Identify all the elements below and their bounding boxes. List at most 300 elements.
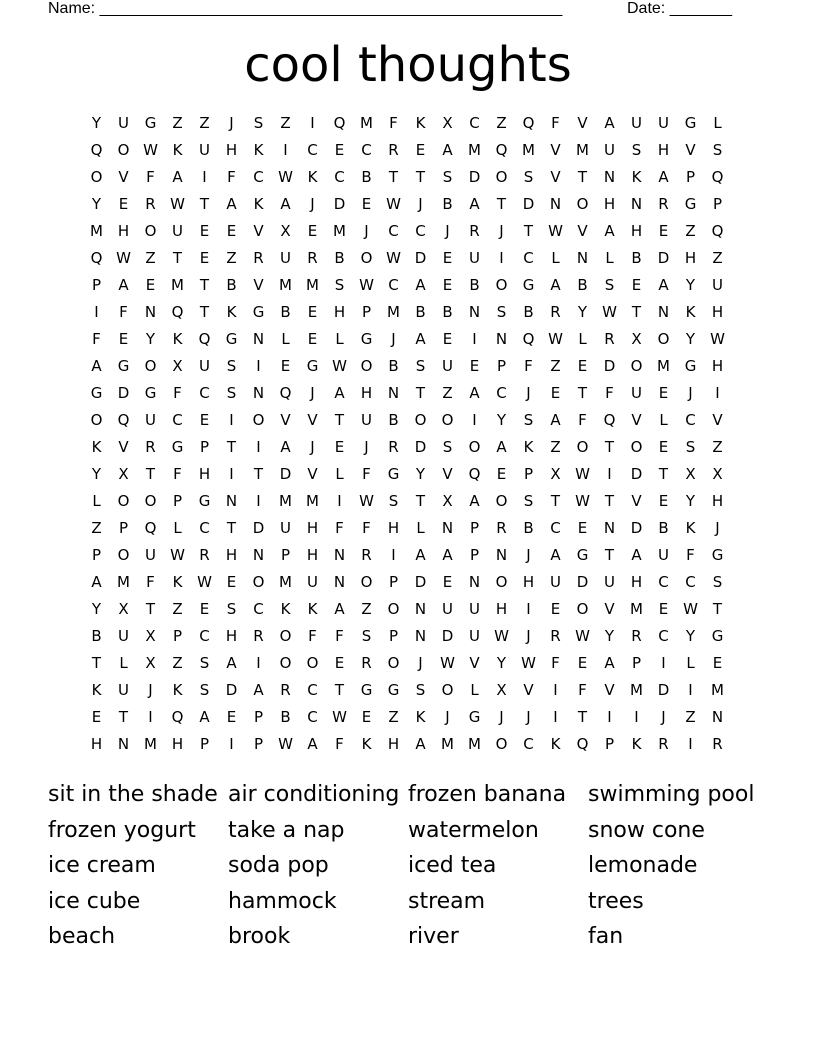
grid-letter: J [391,330,396,348]
grid-letter: E [226,708,237,726]
grid-row [83,299,733,326]
grid-letter: H [117,222,130,240]
grid-letter: N [252,546,265,564]
grid-letter: H [711,357,724,375]
word-list-item: river [408,924,459,950]
grid-letter: V [280,411,291,429]
grid-letter: F [524,357,533,375]
grid-letter: Q [279,384,292,402]
grid-letter: K [631,168,642,186]
grid-letter: M [279,276,292,294]
grid-letter: I [661,654,666,672]
grid-letter: A [334,384,345,402]
grid-letter: F [335,519,344,537]
grid-letter: Q [576,735,589,753]
grid-letter: J [661,708,666,726]
grid-letter: J [499,708,504,726]
grid-letter: O [144,222,157,240]
grid-letter: M [117,573,130,591]
grid-letter: S [523,168,534,186]
grid-letter: C [658,627,669,645]
grid-letter: C [388,276,399,294]
grid-letter: R [253,627,264,645]
grid-letter: C [199,384,210,402]
grid-letter: Z [712,249,723,267]
grid-letter: E [307,222,318,240]
grid-row [83,272,733,299]
grid-letter: X [442,114,453,132]
grid-letter: B [577,276,588,294]
grid-letter: W [548,222,563,240]
grid-letter: J [526,708,531,726]
grid-letter: H [306,519,319,537]
grid-letter: I [256,654,261,672]
grid-letter: O [279,627,292,645]
grid-letter: Z [172,600,183,618]
grid-letter: O [495,735,508,753]
grid-letter: E [361,195,372,213]
grid-letter: F [389,114,398,132]
grid-letter: K [226,303,237,321]
grid-letter: D [414,573,427,591]
grid-letter: R [469,222,480,240]
grid-letter: A [415,546,426,564]
grid-letter: C [685,411,696,429]
grid-letter: W [278,168,293,186]
grid-letter: Z [712,438,723,456]
grid-letter: G [144,114,157,132]
grid-letter: K [172,681,183,699]
grid-letter: G [252,303,265,321]
grid-letter: Q [711,168,724,186]
grid-row [83,515,733,542]
grid-letter: A [415,735,426,753]
grid-letter: T [253,465,264,483]
grid-letter: J [418,654,423,672]
grid-letter: H [630,222,643,240]
grid-letter: F [227,168,236,186]
grid-letter: P [91,276,102,294]
grid-letter: A [199,708,210,726]
grid-letter: Q [90,249,103,267]
grid-letter: W [386,249,401,267]
grid-letter: U [631,114,642,132]
grid-letter: A [604,654,615,672]
grid-letter: D [603,357,616,375]
grid-letter: H [684,249,697,267]
grid-row [83,488,733,515]
grid-letter: Z [442,384,453,402]
grid-letter: A [550,546,561,564]
grid-letter: G [387,465,400,483]
grid-letter: A [415,276,426,294]
grid-row [83,596,733,623]
grid-row [83,542,733,569]
grid-letter: V [307,465,318,483]
grid-letter: K [550,735,561,753]
grid-letter: I [256,438,261,456]
grid-letter: S [415,357,426,375]
grid-letter: U [172,222,183,240]
grid-letter: X [118,465,129,483]
grid-letter: E [361,708,372,726]
grid-letter: B [226,276,237,294]
grid-letter: Y [685,492,696,510]
grid-letter: U [307,573,318,591]
grid-letter: Y [91,114,102,132]
grid-letter: C [685,573,696,591]
grid-letter: E [658,492,669,510]
grid-letter: E [442,249,453,267]
grid-letter: S [712,141,723,159]
grid-letter: Z [226,249,237,267]
grid-letter: T [658,465,669,483]
grid-letter: V [577,114,588,132]
grid-row [83,380,733,407]
grid-letter: R [712,735,723,753]
grid-letter: Z [172,114,183,132]
word-list-item: swimming pool [588,782,755,808]
grid-letter: P [253,735,264,753]
grid-letter: E [658,384,669,402]
grid-letter: M [630,681,643,699]
grid-letter: A [415,330,426,348]
grid-letter: M [333,222,346,240]
grid-letter: Y [604,627,615,645]
grid-letter: N [603,519,616,537]
grid-letter: J [364,222,369,240]
grid-letter: B [388,357,399,375]
grid-letter: W [359,276,374,294]
grid-letter: I [148,708,153,726]
grid-letter: Y [685,330,696,348]
grid-letter: B [388,411,399,429]
grid-letter: M [468,141,481,159]
grid-letter: A [469,492,480,510]
grid-letter: E [577,519,588,537]
word-list-item: trees [588,888,644,914]
grid-letter: J [715,519,720,537]
grid-letter: F [308,627,317,645]
grid-letter: U [631,384,642,402]
grid-letter: G [171,438,184,456]
grid-letter: X [172,357,183,375]
grid-letter: R [199,546,210,564]
grid-letter: D [225,681,238,699]
grid-letter: W [521,654,536,672]
grid-row [83,461,733,488]
grid-letter: E [226,573,237,591]
grid-letter: C [334,168,345,186]
grid-letter: N [441,519,454,537]
grid-letter: J [688,384,693,402]
grid-letter: U [145,411,156,429]
grid-letter: I [337,492,342,510]
grid-letter: M [468,735,481,753]
grid-letter: I [229,411,234,429]
grid-letter: P [199,438,210,456]
grid-letter: N [468,303,481,321]
grid-letter: O [414,411,427,429]
grid-letter: G [684,195,697,213]
grid-letter: T [415,384,426,402]
grid-letter: K [253,141,264,159]
grid-letter: P [469,546,480,564]
grid-row [83,677,733,704]
grid-letter: D [279,465,292,483]
grid-letter: S [523,492,534,510]
grid-letter: A [226,654,237,672]
grid-letter: D [414,438,427,456]
grid-letter: M [279,492,292,510]
grid-letter: D [252,519,265,537]
grid-letter: V [604,600,615,618]
grid-letter: H [603,195,616,213]
grid-letter: M [279,573,292,591]
grid-letter: I [202,168,207,186]
grid-letter: U [604,573,615,591]
grid-row [83,110,733,137]
grid-letter: Q [711,222,724,240]
grid-letter: A [658,276,669,294]
grid-letter: M [657,357,670,375]
grid-letter: P [172,627,183,645]
grid-letter: R [496,519,507,537]
grid-letter: S [442,168,453,186]
grid-letter: P [685,168,696,186]
grid-letter: R [280,681,291,699]
grid-letter: P [631,654,642,672]
grid-letter: J [310,438,315,456]
grid-letter: X [712,465,723,483]
word-list-item: take a nap [228,817,345,843]
grid-letter: N [414,600,427,618]
grid-letter: S [253,114,264,132]
grid-letter: Q [522,330,535,348]
word-list-item: ice cube [48,888,141,914]
grid-letter: L [92,492,101,510]
grid-letter: A [550,276,561,294]
grid-letter: U [604,141,615,159]
grid-letter: R [145,438,156,456]
grid-letter: Y [91,465,102,483]
grid-letter: I [553,708,558,726]
grid-letter: B [469,276,480,294]
grid-letter: P [91,546,102,564]
grid-letter: C [658,573,669,591]
grid-letter: E [280,357,291,375]
grid-letter: X [145,654,156,672]
grid-letter: Y [496,411,507,429]
grid-letter: N [576,249,589,267]
grid-row [83,218,733,245]
grid-letter: I [391,546,396,564]
grid-letter: W [332,357,347,375]
grid-letter: S [199,654,210,672]
grid-letter: G [711,546,724,564]
grid-letter: I [472,411,477,429]
grid-letter: X [280,222,291,240]
grid-letter: C [307,708,318,726]
grid-letter: D [468,168,481,186]
grid-letter: Z [388,708,399,726]
grid-letter: K [685,303,696,321]
grid-letter: N [549,195,562,213]
grid-letter: T [334,681,345,699]
grid-letter: G [684,357,697,375]
grid-letter: O [252,573,265,591]
grid-letter: S [442,438,453,456]
grid-letter: S [631,141,642,159]
grid-letter: P [523,465,534,483]
grid-letter: B [361,168,372,186]
grid-letter: F [173,465,182,483]
grid-letter: V [631,411,642,429]
word-list [48,777,768,955]
grid-letter: K [307,168,318,186]
grid-letter: K [415,708,426,726]
grid-letter: S [523,411,534,429]
grid-letter: M [90,222,103,240]
grid-letter: N [468,573,481,591]
grid-letter: Q [603,411,616,429]
grid-letter: H [360,384,373,402]
grid-letter: O [306,654,319,672]
grid-letter: U [442,357,453,375]
grid-letter: X [496,681,507,699]
grid-letter: X [550,465,561,483]
grid-letter: A [226,195,237,213]
grid-letter: N [333,573,346,591]
grid-letter: T [577,384,588,402]
grid-letter: X [631,330,642,348]
grid-letter: A [631,546,642,564]
grid-letter: Y [91,195,102,213]
word-list-row [48,777,768,813]
grid-letter: V [118,438,129,456]
grid-letter: H [387,519,400,537]
grid-letter: I [688,735,693,753]
grid-letter: O [387,654,400,672]
grid-letter: N [387,384,400,402]
grid-letter: E [199,222,210,240]
word-list-item: lemonade [588,853,698,879]
grid-letter: V [550,141,561,159]
grid-letter: K [172,330,183,348]
grid-letter: W [116,249,131,267]
grid-letter: V [442,465,453,483]
grid-letter: H [198,465,211,483]
grid-letter: R [658,735,669,753]
grid-letter: A [442,141,453,159]
grid-letter: J [310,384,315,402]
grid-letter: A [118,276,129,294]
grid-letter: B [442,303,453,321]
grid-letter: F [551,654,560,672]
grid-letter: N [657,303,670,321]
grid-letter: E [91,708,102,726]
grid-letter: C [550,519,561,537]
grid-letter: E [226,222,237,240]
grid-letter: O [252,411,265,429]
grid-letter: J [148,681,153,699]
grid-letter: Q [117,411,130,429]
grid-letter: W [440,654,455,672]
grid-letter: O [117,546,130,564]
grid-letter: O [495,492,508,510]
grid-letter: A [253,681,264,699]
grid-letter: O [441,411,454,429]
grid-letter: H [630,573,643,591]
grid-letter: X [685,465,696,483]
grid-letter: J [364,438,369,456]
grid-letter: E [550,600,561,618]
grid-letter: U [469,249,480,267]
grid-letter: Q [198,330,211,348]
grid-letter: E [550,384,561,402]
grid-letter: W [386,195,401,213]
grid-letter: O [90,411,103,429]
word-list-item: hammock [228,888,337,914]
grid-letter: C [415,222,426,240]
grid-letter: W [602,303,617,321]
grid-letter: N [414,627,427,645]
grid-letter: U [550,573,561,591]
grid-letter: R [388,438,399,456]
grid-letter: B [415,303,426,321]
grid-letter: T [172,249,183,267]
grid-letter: Q [171,708,184,726]
grid-row [83,434,733,461]
grid-letter: E [199,249,210,267]
grid-letter: A [172,168,183,186]
grid-letter: N [252,384,265,402]
grid-letter: B [91,627,102,645]
grid-letter: K [685,519,696,537]
word-list-item: frozen yogurt [48,817,196,843]
grid-letter: V [685,141,696,159]
grid-letter: T [415,492,426,510]
grid-letter: C [523,249,534,267]
grid-letter: Z [550,438,561,456]
grid-letter: T [604,546,615,564]
grid-letter: E [307,303,318,321]
grid-letter: U [712,276,723,294]
grid-letter: G [522,276,535,294]
grid-letter: H [495,600,508,618]
grid-letter: Z [685,222,696,240]
grid-letter: L [470,681,479,699]
word-list-item: beach [48,924,116,950]
grid-letter: N [144,303,157,321]
grid-letter: J [526,627,531,645]
grid-letter: L [416,519,425,537]
grid-letter: L [335,330,344,348]
grid-letter: J [445,222,450,240]
grid-letter: H [711,303,724,321]
word-list-item: brook [228,924,291,950]
grid-row [83,326,733,353]
grid-letter: C [388,222,399,240]
grid-letter: V [577,222,588,240]
grid-letter: K [91,438,102,456]
grid-letter: M [360,114,373,132]
grid-letter: T [226,519,237,537]
grid-letter: W [170,195,185,213]
grid-letter: R [307,249,318,267]
grid-letter: H [225,546,238,564]
grid-letter: L [713,114,722,132]
